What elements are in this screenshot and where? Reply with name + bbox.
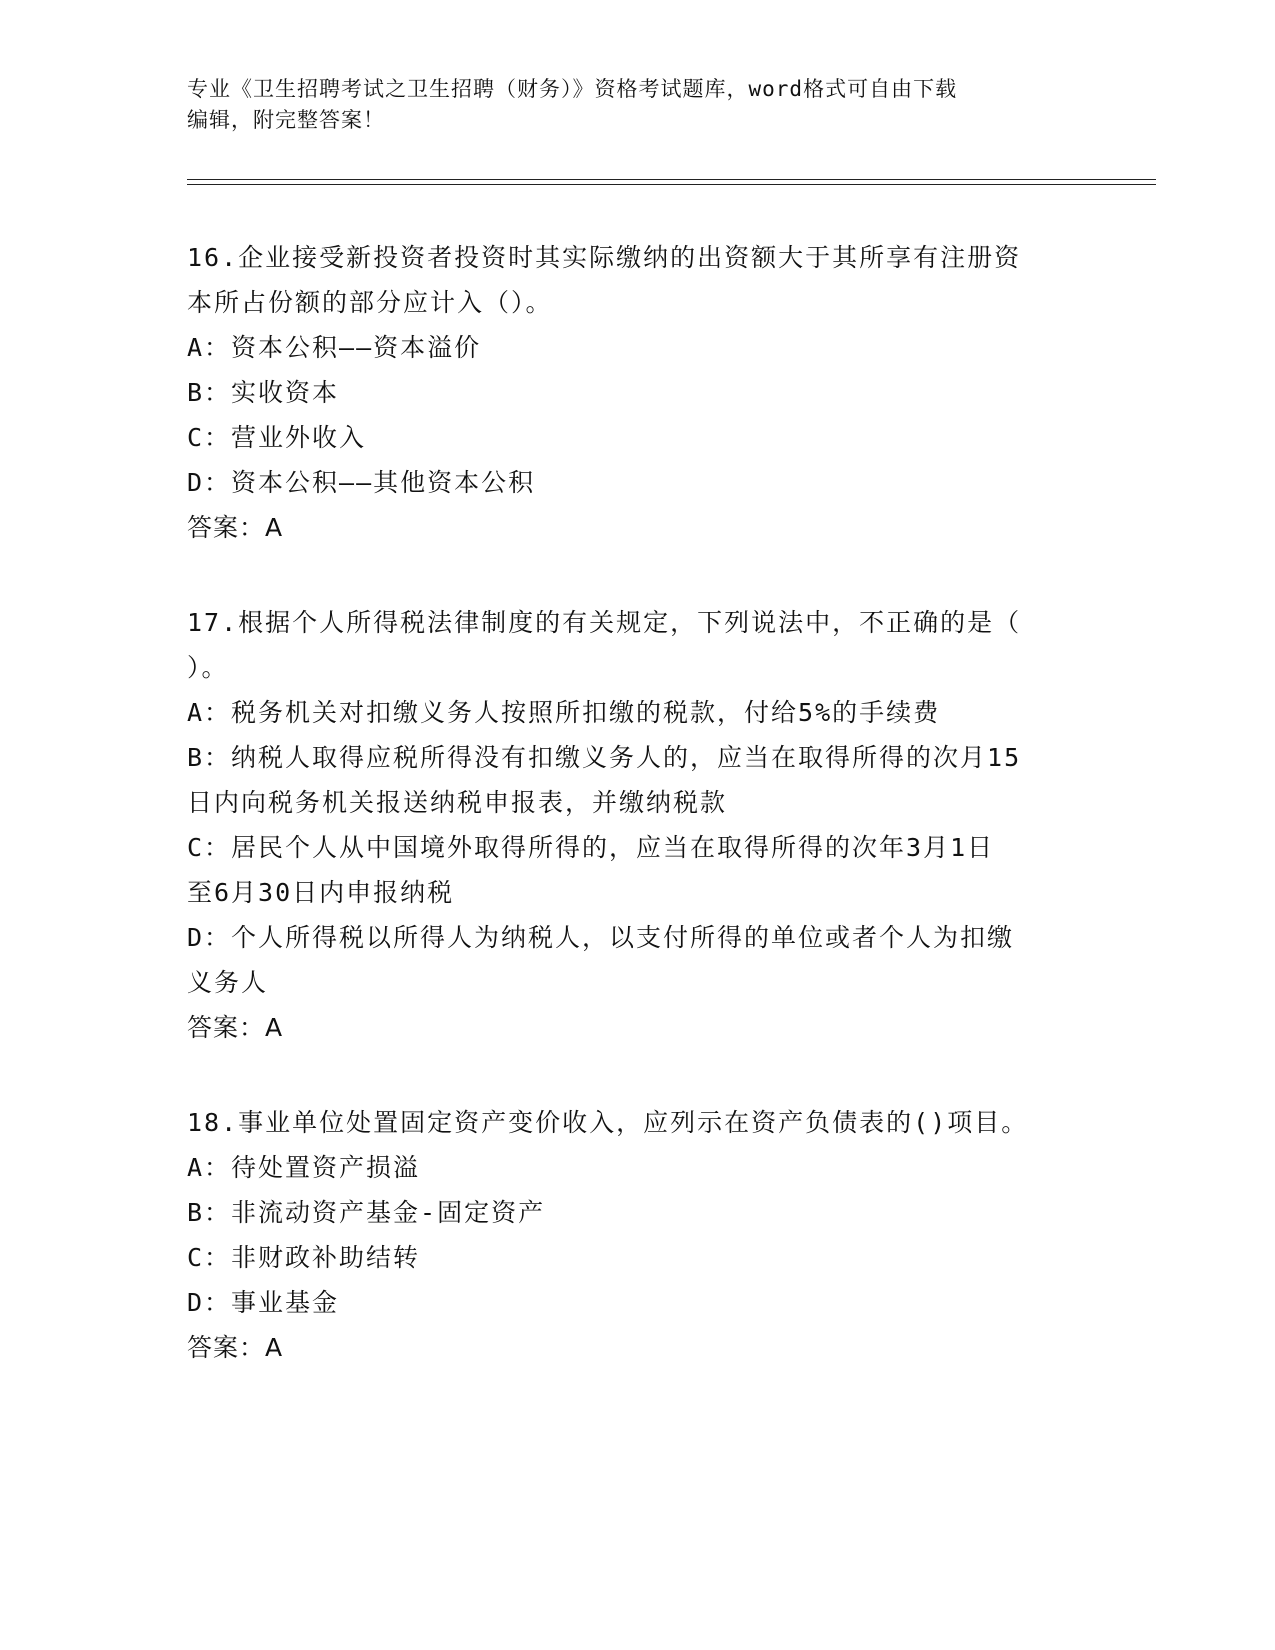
question-stem-line: 16.企业接受新投资者投资时其实际缴纳的出资额大于其所享有注册资 [187, 243, 1022, 272]
option-d: D：资本公积——其他资本公积 [187, 468, 536, 497]
answer: 答案：A [187, 513, 284, 542]
question-16 [187, 235, 1087, 550]
header-line-2: 编辑，附完整答案！ [187, 108, 385, 132]
option-a: A：待处置资产损溢 [187, 1153, 421, 1182]
option-b: B：纳税人取得应税所得没有扣缴义务人的，应当在取得所得的次月15 [187, 743, 1022, 772]
option-a: A：资本公积——资本溢价 [187, 333, 482, 362]
header-divider-top [187, 179, 1156, 180]
question-17 [187, 600, 1087, 1050]
option-d-continued: 义务人 [187, 968, 269, 997]
option-c: C：非财政补助结转 [187, 1243, 421, 1272]
option-d: D：事业基金 [187, 1288, 340, 1317]
answer: 答案：A [187, 1333, 284, 1362]
question-stem-line: 17.根据个人所得税法律制度的有关规定，下列说法中，不正确的是（ [187, 608, 1022, 637]
question-18 [187, 1100, 1087, 1370]
question-stem-line: 本所占份额的部分应计入（）。 [187, 288, 553, 317]
option-a: A：税务机关对扣缴义务人按照所扣缴的税款，付给5%的手续费 [187, 698, 941, 727]
option-c: C：居民个人从中国境外取得所得的，应当在取得所得的次年3月1日 [187, 833, 995, 862]
option-b-continued: 日内向税务机关报送纳税申报表，并缴纳税款 [187, 788, 728, 817]
option-b: B：非流动资产基金-固定资产 [187, 1198, 546, 1227]
answer: 答案：A [187, 1013, 284, 1042]
header-divider-bottom [187, 184, 1156, 185]
option-b: B：实收资本 [187, 378, 340, 407]
question-stem-line: 18.事业单位处置固定资产变价收入，应列示在资产负债表的()项目。 [187, 1108, 1029, 1137]
option-c: C：营业外收入 [187, 423, 367, 452]
option-c-continued: 至6月30日内申报纳税 [187, 878, 455, 907]
question-stem-line: ）。 [187, 653, 229, 682]
header-line-1: 专业《卫生招聘考试之卫生招聘（财务）》资格考试题库，word格式可自由下载 [187, 77, 958, 101]
option-d: D：个人所得税以所得人为纳税人，以支付所得的单位或者个人为扣缴 [187, 923, 1015, 952]
document-header [187, 74, 1067, 136]
